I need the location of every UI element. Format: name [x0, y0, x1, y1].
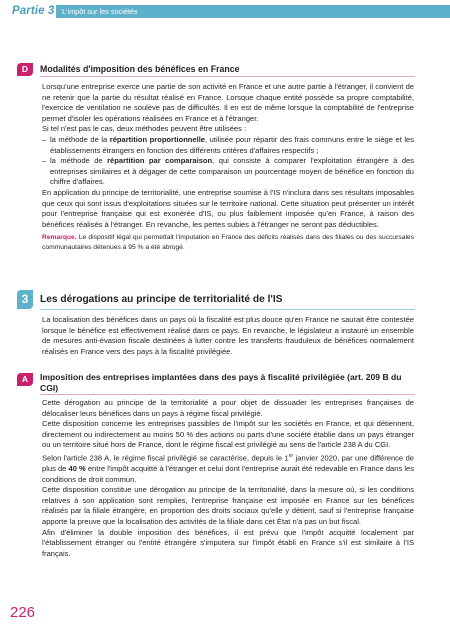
part-label: Partie 3	[12, 5, 55, 17]
section-a-paragraph-4: Cette disposition constitue une dérogation au principe de la territorialité, dans la mesure où, si les conditions relatives à son application sont remplies, l'entreprise française est imposée en France sur les bénéfices réalisés par la filiale étrangère, en proportion des droits sociaux qu'elle y détient, sauf si l'entreprise française apporte la preuve que la localisation des activités de la filiale dans cet État n'a pas un but fiscal.	[42, 485, 414, 527]
page-number: 226	[10, 604, 36, 621]
section-3-title: Les dérogations au principe de territorialité de l'IS	[40, 290, 415, 310]
header-bar	[56, 5, 450, 18]
section-3-body	[42, 315, 414, 357]
section-a-badge: A	[17, 373, 33, 386]
section-a-paragraph-5: Afin d'éliminer la double imposition des bénéfices, il est prévu que l'impôt acquitté localement par l'établissement étranger ou l'entité étrangère s'imputera sur l'impôt établi en France s'il est similaire à l'IS français.	[42, 527, 414, 558]
section-d-paragraph-3: En application du principe de territorialité, une entreprise soumise à l'IS n'inclura dans ses résultats imposables que ceux qui sont issus d'exploitations situées sur le territoire national. Cette situation peut présenter un intérêt pour l'entreprise française qui est exonérée d'IS, ou plus faiblement imposée qu'en France, à raison des bénéfices réalisés à l'étranger. En revanche, les pertes subies à l'étranger ne seront pas déductibles.	[42, 187, 414, 229]
section-a-title: Imposition des entreprises implantées dans des pays à fiscalité privilégiée (art. 209 B du CGI)	[40, 372, 415, 395]
section-a-paragraph-3: Selon l'article 238 A, le régime fiscal privilégié se caractérise, depuis le 1er janvier 2020, par une différence de plus de 40 % entre l'impôt acquitté à l'étranger et celui dont l'entreprise aurait été redevable en France dans les conditions de droit commun.	[42, 452, 414, 484]
section-d-list-item-2: – la méthode de répartition par comparaison, qui consiste à comparer l'exploitation étrangère à des entreprises similaires et à dégager de cette comparaison un pourcentage moyen de bénéfice en fonction du chiffre d'affaires.	[42, 156, 414, 187]
section-a-paragraph-2: Cette disposition concerne les entreprises passibles de l'impôt sur les sociétés en France, et qui détiennent, directement ou indirectement au moins 50 % des actions ou parts d'une société établie dans un pays étranger ou un territoire situé hors de France, dont le régime fiscal est privilégié au sens de l'article 238 A du CGI.	[42, 419, 414, 450]
section-3-paragraph-1: La localisation des bénéfices dans un pays où la fiscalité est plus douce qu'en France ne saurait être contestée lorsque le bénéfice est effectivement réalisé dans ce pays. En revanche, le législateur a instauré un ensemble de mesures anti-évasion fiscale destinées à lutter contre les transferts frauduleux de bénéfices normalement réalisés en France vers des pays à la fiscalité privilégiée.	[42, 315, 414, 356]
section-d-badge: D	[17, 63, 33, 76]
remark-label: Remarque.	[42, 234, 77, 242]
section-d-paragraph-2: Si tel n'est pas le cas, deux méthodes peuvent être utilisées :	[42, 124, 247, 134]
section-d-title: Modalités d'imposition des bénéfices en France	[40, 63, 415, 77]
section-d-body	[42, 82, 414, 252]
section-a-body	[42, 398, 414, 559]
page-header	[0, 0, 450, 24]
section-3-badge: 3	[17, 290, 33, 309]
section-d-paragraph-1: Lorsqu'une entreprise exerce une partie de son activité en France et une autre partie à l'étranger, il convient de ne retenir que la partie du résultat réalisé en France. Lorsque chaque entité possède sa propre comptabilité, l'exercice de ventilation ne soulève pas de difficultés. Il en est de même lorsque la comptabilité de l'entreprise permet d'isoler les opérations réalisées en France et à l'étranger.	[42, 82, 414, 123]
header-subtitle: L'impôt sur les sociétés	[62, 7, 138, 16]
section-a-paragraph-1: Cette dérogation au principe de la territorialité a pour objet de dissuader les entreprises françaises de délocaliser leurs bénéfices dans un pays à régime fiscal privilégié.	[42, 398, 414, 418]
section-d-list-item-1: – la méthode de la répartition proportionnelle, utilisée pour répartir des frais communs entre le siège et les établissements étrangers en fonction des différents critères d'affaires respectifs ;	[42, 134, 415, 155]
section-d-remark: Remarque. Le dispositif légal qui permettait l'imputation en France des déficits réalisés dans des filiales ou des succursales communautaires détenues à 95 % a été abrogé.	[42, 234, 414, 251]
